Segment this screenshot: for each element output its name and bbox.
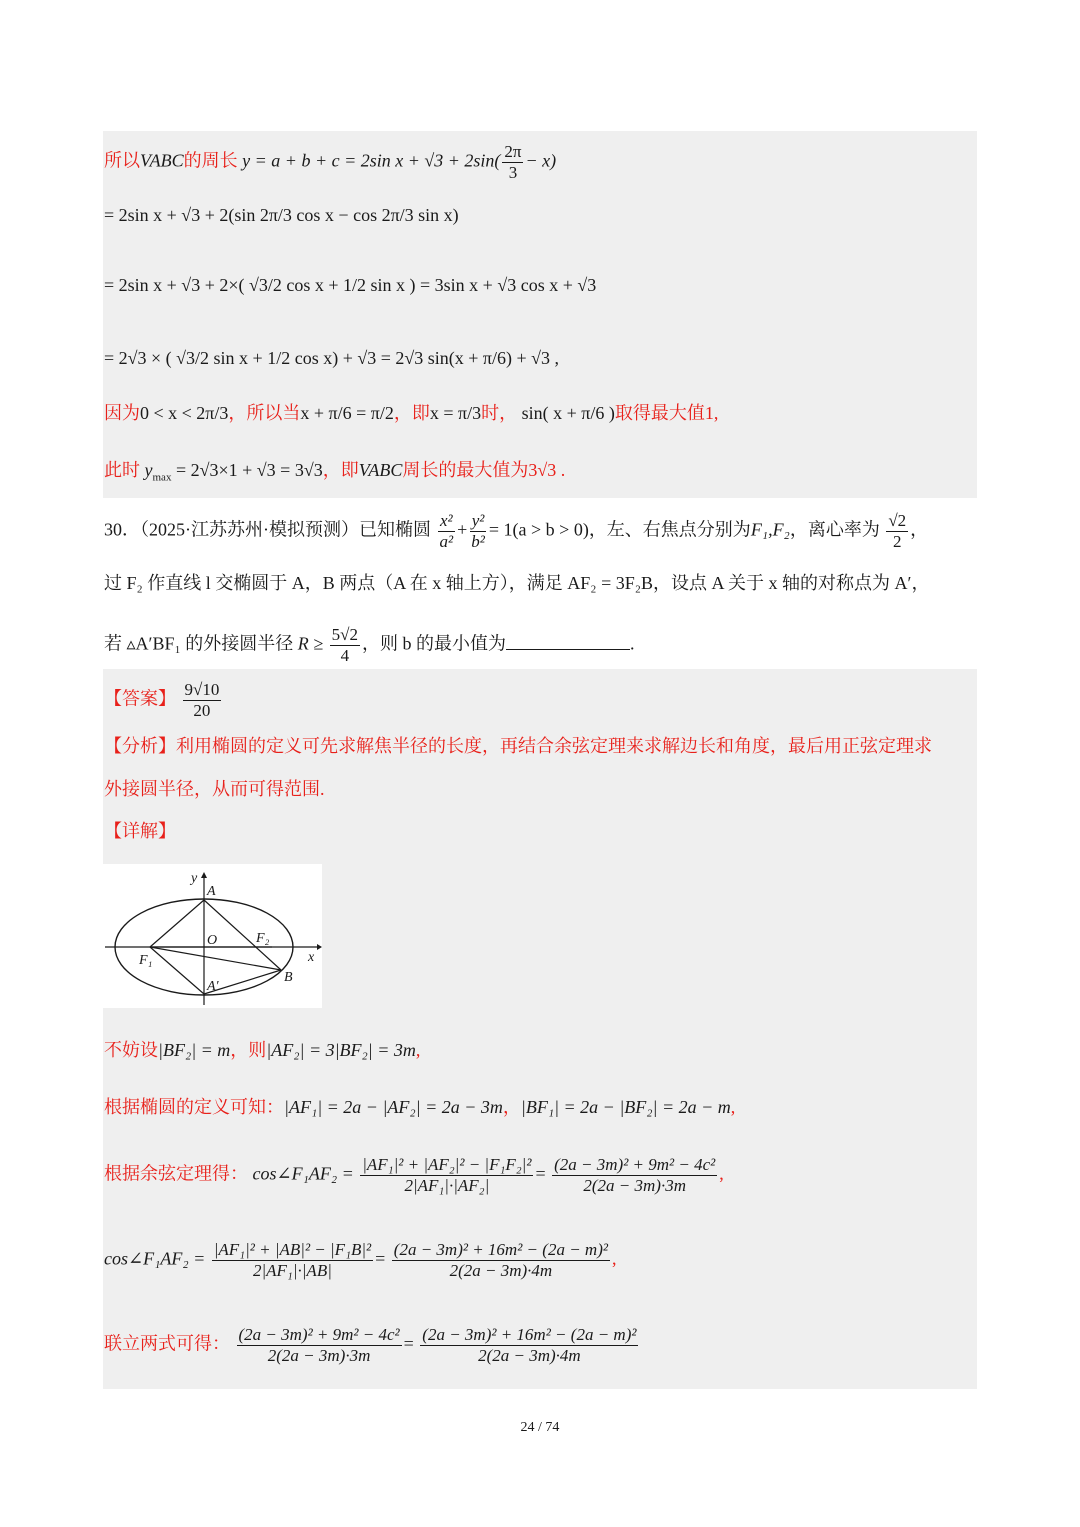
- fraction-y2-b2: $\frac{\text{y²}}{\text{b²}}$: [471, 511, 485, 551]
- fraction: $\frac{2\pi}{3}$: [504, 142, 522, 182]
- cos-fraction-4: $\frac{\text{(2a − 3m)² + 16m² − (2a − m)²}}{2(2a - 3m)\cdot 4m}$: [393, 1240, 608, 1280]
- segment-F1-A-prime: [150, 947, 204, 994]
- label-F2: F₂: [256, 931, 270, 946]
- answer-line: 【答案】 $\frac{9√10}{20}$: [104, 680, 220, 720]
- step-line-2: 根据椭圆的定义可知：|AF₁| = 2a − |AF₂| = 2a − 3m，|BF₁| = 2a − |BF₂| = 2a − m,: [104, 1097, 736, 1117]
- label-F1: F₁: [139, 953, 153, 968]
- segment-F1-B: [150, 947, 281, 970]
- ellipse-figure: [103, 864, 322, 1008]
- step-line-3: 根据余弦定理得： cos∠F₁AF₂ = $\frac{\text{|AF₁|² + |AF₂|² − |F₁F₂|²}}{\text{2|AF₁|·|AF₂|}}$ = $\frac{\text{(2a − 3m)² + 9m² − 4c²}}{2(2a - 3m)\cdot 3m}$ ,: [104, 1155, 724, 1195]
- label-O: O: [207, 933, 218, 948]
- step-line-5: 联立两式可得： $\frac{\text{(2a − 3m)² + 9m² − 4c²}}{2(2a - 3m)\cdot 3m}$ = $\frac{\text{(2a − 3m)² + 16m² − (2a − m)²}}{2(2a - 3m)\cdot 4m}$: [104, 1325, 637, 1365]
- analysis-line-2: 外接圆半径，从而可得范围.: [104, 779, 325, 799]
- solution-line-3: = 2sin x + √3 + 2×( √3/2 cos x + 1/2 sin x ) = 3sin x + √3 cos x + √3: [104, 275, 597, 295]
- page-number: 24 / 74: [520, 1420, 560, 1435]
- step-line-4: cos∠F₁AF₂ = $\frac{\text{|AF₁|² + |AB|² − |F₁B|²}}{\text{2|AF₁|·|AB|}}$ = $\frac{\text{(2a − 3m)² + 16m² − (2a − m)²}}{2(2a - 3m)\cdot 4m}$ ,: [104, 1240, 617, 1280]
- label-B: B: [284, 970, 293, 985]
- combined-fraction-2: $\frac{\text{(2a − 3m)² + 16m² − (2a − m)²}}{2(2a - 3m)\cdot 4m}$: [422, 1325, 637, 1365]
- detail-label: 【详解】: [104, 821, 176, 841]
- combined-fraction-1: $\frac{\text{(2a − 3m)² + 9m² − 4c²}}{2(2a - 3m)\cdot 3m}$: [238, 1325, 400, 1365]
- step-line-1: 不妨设|BF₂| = m，则|AF₂| = 3|BF₂| = 3m,: [104, 1040, 421, 1060]
- problem-line-1: 30．（2025·江苏苏州·模拟预测）已知椭圆 $\frac{\text{x²}}{\text{a²}}$ + $\frac{\text{y²}}{\text{b²}}$ = 1(a > b > 0)，左、右焦点分别为F₁,F₂，离心率为 $\frac{√2}{2}$ ，: [104, 511, 929, 551]
- analysis-line-1: 【分析】利用椭圆的定义可先求解焦半径的长度，再结合余弦定理来求解边长和角度，最后用正弦定理求: [104, 736, 932, 756]
- problem-line-3: 若 ▵A′BF₁ 的外接圆半径 R ≥ $\frac{5√2}{4}$ ，则 b 的最小值为 .: [104, 625, 635, 665]
- solution-block-top: [103, 131, 977, 498]
- answer-fraction: $\frac{9√10}{20}$: [184, 680, 220, 720]
- label-A-prime: A′: [207, 979, 219, 994]
- label-y: y: [191, 871, 198, 886]
- solution-line-2: = 2sin x + √3 + 2(sin 2π/3 cos x − cos 2π/3 sin x): [104, 205, 459, 225]
- ellipse-diagram: [103, 864, 322, 1008]
- solution-line-6: 此时 $y_{max} = 2√3\times 1 + √3 = 3√3$，即VABC周长的最大值为3√3 .: [104, 460, 566, 484]
- answer-blank: [506, 649, 630, 650]
- cos-fraction-2: $\frac{\text{(2a − 3m)² + 9m² − 4c²}}{2(2a - 3m)\cdot 3m}$: [554, 1155, 716, 1195]
- cos-fraction-3: $\frac{\text{|AF₁|² + |AB|² − |F₁B|²}}{\text{2|AF₁|·|AB|}}$: [213, 1240, 372, 1280]
- problem-line-2: 过 F₂ 作直线 l 交椭圆于 A，B 两点（A 在 x 轴上方），满足 AF₂ = 3F₂B，设点 A 关于 x 轴的对称点为 A′，: [104, 573, 930, 593]
- solution-line-4: = 2√3 × ( √3/2 sin x + 1/2 cos x) + √3 = 2√3 sin(x + π/6) + √3 ,: [104, 348, 560, 368]
- label-A: A: [207, 884, 216, 899]
- solution-line-5: 因为0 < x < 2π/3，所以当x + π/6 = π/2，即x = π/3时， sin( x + π/6 )取得最大值1,: [104, 403, 719, 423]
- segment-F1-A: [150, 900, 204, 947]
- x-axis-arrow: [317, 944, 322, 950]
- fraction-eccentricity: $\frac{√2}{2}$: [888, 511, 907, 551]
- y-axis-arrow: [201, 872, 207, 878]
- cos-fraction-1: $\frac{\text{|AF₁|² + |AF₂|² − |F₁F₂|²}}{\text{2|AF₁|·|AF₂|}}$: [362, 1155, 532, 1195]
- fraction-radius: $\frac{5√2}{4}$: [331, 625, 358, 665]
- label-x: x: [308, 950, 315, 965]
- solution-line-1: 所以VABC的周长 y = a + b + c = 2sin x + √3 + 2sin( $\frac{2\pi}{3}$ − x): [104, 142, 557, 182]
- fraction-x2-a2: $\frac{\text{x²}}{\text{a²}}$: [439, 511, 454, 551]
